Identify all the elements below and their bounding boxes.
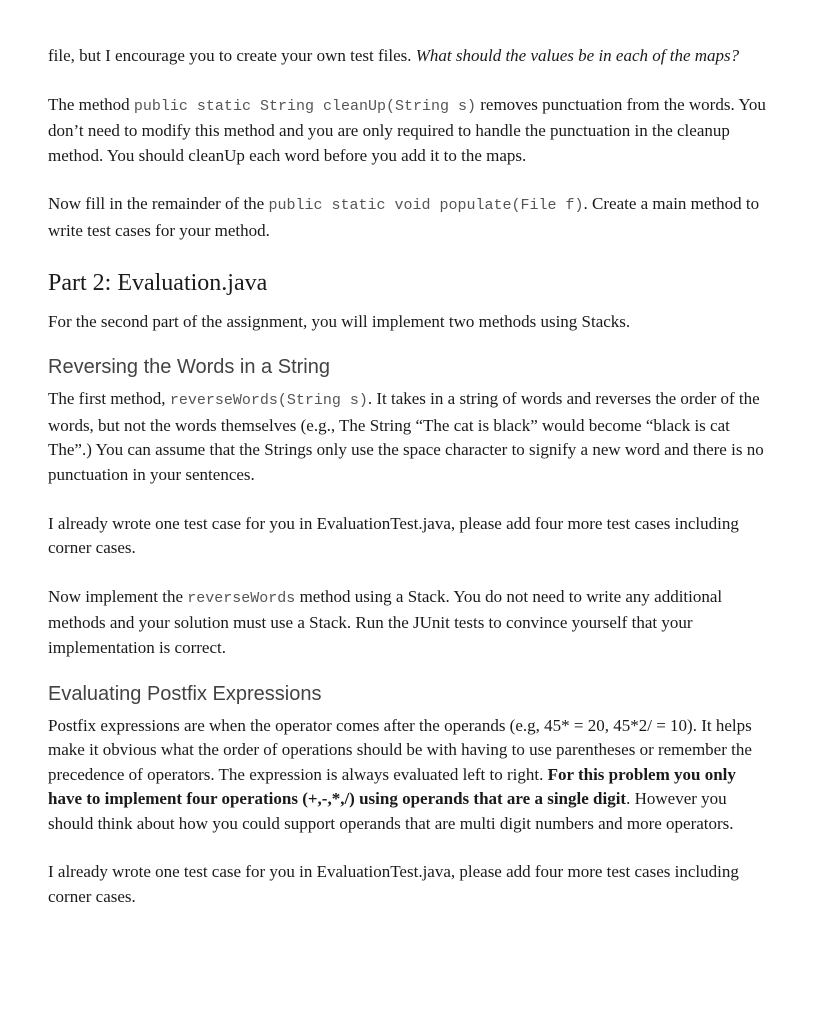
code-populate-signature: public static void populate(File f)	[268, 197, 584, 215]
heading-reversing-words: Reversing the Words in a String	[48, 356, 330, 379]
text-span: removes punctuation from the words. You don’t need to modify this method and you are only required to handle the punctuation in the cleanup method. You should cleanUp each word before you add it to the maps.	[48, 94, 766, 165]
document-page	[48, 44, 768, 910]
text-span: file, but I encourage you to create your own test files.	[48, 46, 416, 65]
text-span: Now fill in the remainder of the	[48, 194, 269, 214]
heading-part2: Part 2: Evaluation.java	[48, 269, 268, 296]
code-cleanup-signature: public static String cleanUp(String s)	[133, 97, 476, 115]
paragraph-populate	[48, 192, 768, 243]
text-span: Now implement the	[48, 586, 188, 606]
text-span: Postfix expressions are when the operator comes after the operands (e.g, 45* = 20, 45*2/ = 10). It helps make it obvious what the order of operations should be with having to use parentheses or remember the precedence of operators. The expression is always evaluated left to right.	[48, 715, 752, 784]
code-reversewords-signature: reverseWords(String s)	[169, 392, 368, 410]
code-reversewords: reverseWords	[187, 589, 296, 607]
paragraph-reverse-implement	[48, 585, 768, 661]
paragraph-postfix-description	[48, 714, 768, 837]
text-span: . It takes in a string of words and reverses the order of the words, but not the words themselves (e.g., The String “The cat is black” would become “black is cat The”.) You can assume that the Strings only use the space character to signify a new word and there is no punctuation in your sentences.	[48, 389, 764, 484]
paragraph-part2-intro: For the second part of the assignment, you will implement two methods using Stacks.	[48, 311, 631, 331]
text-span: method using a Stack. You do not need to write any additional methods and your solution must use a Stack. Run the JUnit tests to convince yourself that your implementation is correct.	[48, 586, 723, 657]
bold-requirement: For this problem you only have to implement four operations (+,-,*,/) using operands that are a single digit	[48, 764, 736, 809]
paragraph-postfix-testcases: I already wrote one test case for you in EvaluationTest.java, please add four more test cases including corner cases.	[48, 862, 739, 907]
text-span: . However you should think about how you could support operands that are multi digit numbers and more operators.	[48, 789, 734, 833]
paragraph-reverse-testcases: I already wrote one test case for you in EvaluationTest.java, please add four more test cases including corner cases.	[48, 513, 739, 558]
italic-question: What should the values be in each of the maps?	[415, 46, 740, 65]
heading-postfix: Evaluating Postfix Expressions	[48, 682, 322, 705]
paragraph-maps-question	[48, 44, 768, 69]
text-span: The first method,	[48, 389, 170, 409]
paragraph-cleanup	[48, 93, 768, 169]
paragraph-reverse-description	[48, 387, 768, 487]
text-span: . Create a main method to write test cases for your method.	[48, 194, 760, 240]
text-span: The method	[48, 94, 134, 114]
